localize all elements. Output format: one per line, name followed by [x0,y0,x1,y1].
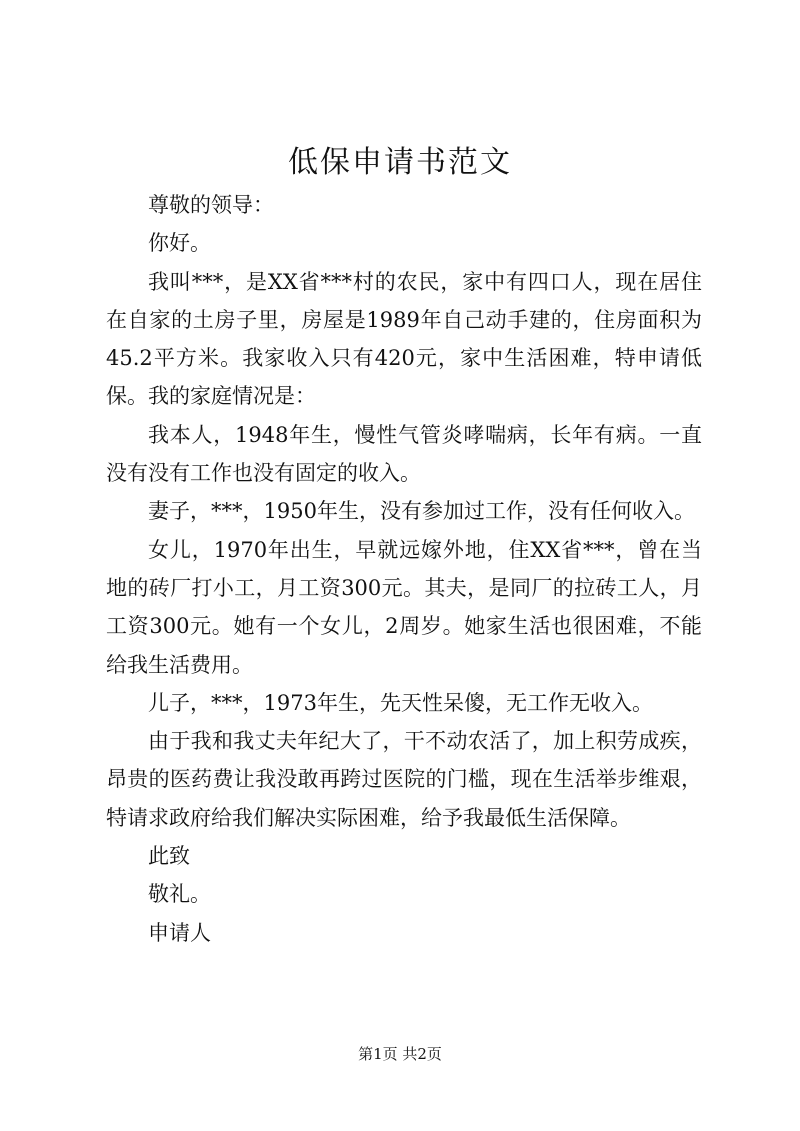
closing-line: 此致 [148,844,190,869]
closing-regards: 敬礼。 [148,882,211,907]
body-paragraph: 女儿，1970年出生，早就远嫁外地，住XX省***，曾在当地的砖厂打小工，月工资300元。其夫，是同厂的拉砖工人，月工资300元。她有一个女儿，2周岁。她家生活也很困难，不能给我生活费用。 [106,537,702,677]
body-paragraph: 我叫***，是XX省***村的农民，家中有四口人，现在居住在自家的土房子里，房屋是1989年自己动手建的，住房面积为45.2平方米。我家收入只有420元，家中生活困难，特申请低保。我的家庭情况是： [106,269,702,409]
signature-label: 申请人 [148,920,211,945]
page-footer: 第1页 共2页 [358,1045,442,1063]
body-paragraph: 由于我和我丈夫年纪大了，干不动农活了，加上积劳成疾，昂贵的医药费让我没敢再跨过医院的门槛，现在生活举步维艰，特请求政府给我们解决实际困难，给予我最低生活保障。 [106,729,702,830]
salutation: 尊敬的领导： [148,193,274,217]
body-paragraph: 我本人，1948年生，慢性气管炎哮喘病，长年有病。一直没有没有工作也没有固定的收入。 [106,422,702,486]
document-title: 低保申请书范文 [288,145,512,180]
body-paragraph: 儿子，***，1973年生，先天性呆傻，无工作无收入。 [148,690,653,715]
body-paragraph: 妻子，***，1950年生，没有参加过工作，没有任何收入。 [148,499,695,524]
greeting: 你好。 [148,231,211,256]
document-body [106,186,702,952]
